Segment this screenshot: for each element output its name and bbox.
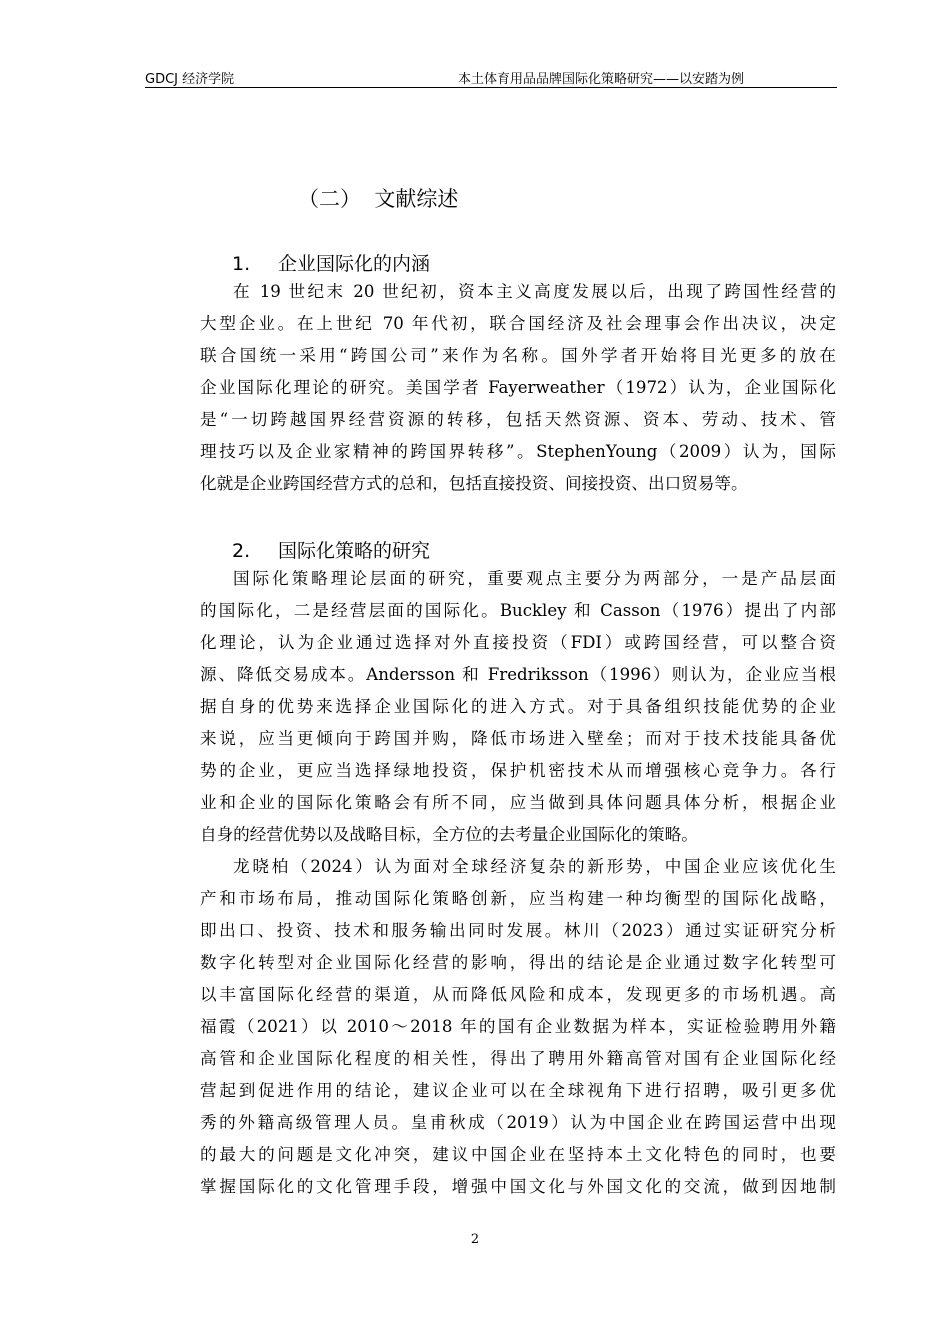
paragraph-1	[200, 276, 836, 500]
paragraph-3	[200, 851, 836, 1203]
paragraph-line: 大型企业。在上世纪 70 年代初，联合国经济及社会理事会作出决议，决定	[200, 314, 836, 333]
paragraph-line: 理技巧以及企业家精神的跨国界转移”。StephenYoung（2009）认为，国际	[200, 442, 836, 461]
section-title: （二） 文献综述	[298, 187, 459, 211]
header-left-text: GDCJ 经济学院	[145, 72, 235, 87]
paragraph-line: 业和企业的国际化策略会有所不同，应当做到具体问题具体分析，根据企业	[200, 793, 836, 812]
paragraph-line: 数字化转型对企业国际化经营的影响，得出的结论是企业通过数字化转型可	[200, 953, 836, 972]
paragraph-line: 联合国统一采用“跨国公司”来作为名称。国外学者开始将目光更多的放在	[200, 346, 836, 365]
paragraph-line: 福霞（2021）以 2010～2018 年的国有企业数据为样本，实证检验聘用外籍	[200, 1017, 836, 1036]
paragraph-line: 的最大的问题是文化冲突，建议中国企业在坚持本土文化特色的同时，也要	[200, 1145, 836, 1164]
subsection-heading-2	[232, 536, 430, 563]
paragraph-line: 据自身的优势来选择企业国际化的进入方式。对于具备组织技能优势的企业	[200, 697, 836, 716]
paragraph-line: 是“一切跨越国界经营资源的转移，包括天然资源、资本、劳动、技术、管	[200, 410, 836, 429]
paragraph-line: 化理论，认为企业通过选择对外直接投资（FDI）或跨国经营，可以整合资	[200, 633, 836, 652]
paragraph-line: 以丰富国际化经营的渠道，从而降低风险和成本，发现更多的市场机遇。高	[200, 985, 836, 1004]
page-number: 2	[470, 1232, 480, 1247]
paragraph-line: 产和市场布局，推动国际化策略创新，应当构建一种均衡型的国际化战略，	[200, 889, 836, 908]
paragraph-line: 来说，应当更倾向于跨国并购，降低市场进入壁垒；而对于技术技能具备优	[200, 729, 836, 748]
subsection-title: 国际化策略的研究	[278, 540, 431, 562]
paragraph-line: 自身的经营优势以及战略目标，全方位的去考量企业国际化的策略。	[200, 825, 698, 844]
paragraph-line: 源、降低交易成本。Andersson 和 Fredriksson（1996）则认为，企业应当根	[200, 665, 836, 684]
subsection-number: 2.	[232, 540, 251, 562]
header-right-text: 本土体育用品品牌国际化策略研究——以安踏为例	[458, 72, 745, 87]
paragraph-2	[200, 563, 836, 851]
paragraph-line: 龙晓柏（2024）认为面对全球经济复杂的新形势，中国企业应该优化生	[233, 857, 836, 876]
paragraph-line: 化就是企业跨国经营方式的总和，包括直接投资、间接投资、出口贸易等。	[200, 474, 748, 493]
paragraph-line: 高管和企业国际化程度的相关性，得出了聘用外籍高管对国有企业国际化经	[200, 1049, 836, 1068]
paragraph-line: 势的企业，更应当选择绿地投资，保护机密技术从而增强核心竞争力。各行	[200, 761, 836, 780]
paragraph-line: 国际化策略理论层面的研究，重要观点主要分为两部分，一是产品层面	[233, 569, 836, 588]
paragraph-line: 企业国际化理论的研究。美国学者 Fayerweather（1972）认为，企业国际化	[200, 378, 836, 397]
subsection-title: 企业国际化的内涵	[278, 253, 431, 275]
paragraph-line: 掌握国际化的文化管理手段，增强中国文化与外国文化的交流，做到因地制	[200, 1177, 836, 1196]
subsection-heading-1	[232, 249, 430, 276]
paragraph-line: 秀的外籍高级管理人员。皇甫秋成（2019）认为中国企业在跨国运营中出现	[200, 1113, 836, 1132]
subsection-number: 1.	[232, 253, 251, 275]
paragraph-line: 在 19 世纪末 20 世纪初，资本主义高度发展以后，出现了跨国性经营的	[233, 282, 836, 301]
paragraph-line: 营起到促进作用的结论，建议企业可以在全球视角下进行招聘，吸引更多优	[200, 1081, 836, 1100]
paragraph-line: 的国际化，二是经营层面的国际化。Buckley 和 Casson（1976）提出了内部	[200, 601, 836, 620]
paragraph-line: 即出口、投资、技术和服务输出同时发展。林川（2023）通过实证研究分析	[200, 921, 836, 940]
page-header	[145, 68, 837, 88]
